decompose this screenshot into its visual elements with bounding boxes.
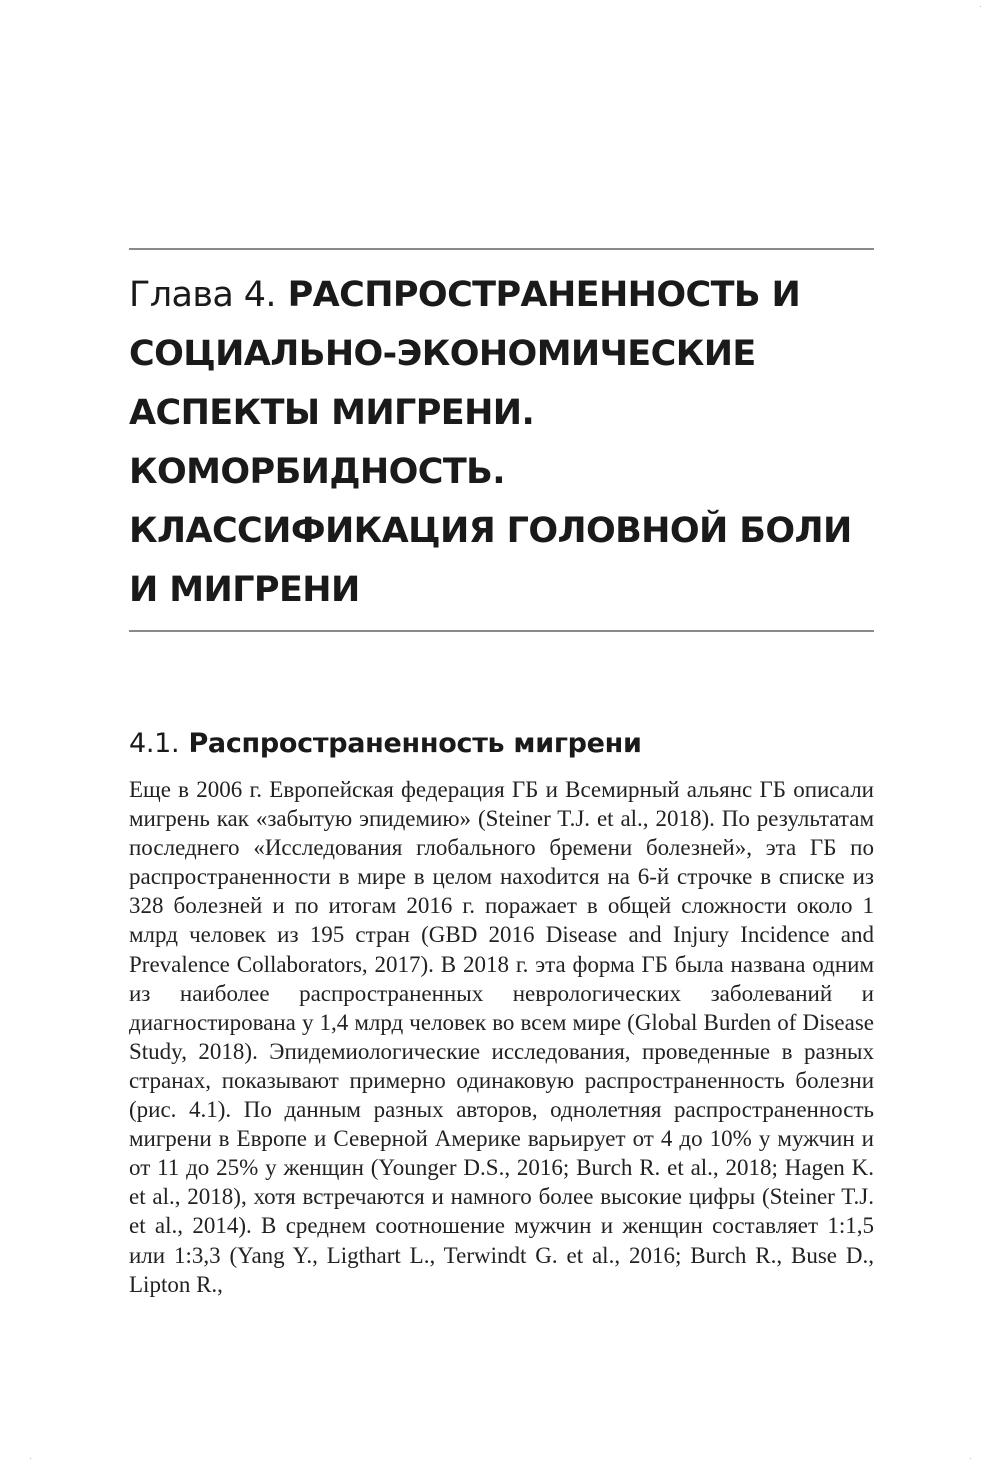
- body-paragraph: Еще в 2006 г. Европейская федерация ГБ и Всемирный альянс ГБ описали мигрень как «забытую эпидемию» (Steiner T.J. et al., 2018). По результатам последнего «Исследования глобального бремени болезней», эта ГБ по распространенности в мире в целом нахоdится на 6-й строчке в списке из 328 болезней и по итогам 2016 г. поражает в общей сложности около 1 млрд человек из 195 стран (GBD 2016 Disease and Injury Incidence and Prevalence Collaborators, 2017). В 2018 г. эта форма ГБ была названа одним из наиболее распространенных неврологических заболеваний и диагностирована у 1,4 млрд человек во всем мире (Global Burden of Disease Study, 2018). Эпидемиологические исследования, проведенные в разных странах, показывают примерно одинаковую распространенность болезни (рис. 4.1). По данным разных авторов, однолетняя распространенность мигрени в Европе и Северной Америке варьирует от 4 до 10% у мужчин и от 11 до 25% у женщин (Younger D.S., 2016; Burch R. et al., 2018; Hagen K. et al., 2018), хотя встречаются и намного более высокие цифры (Steiner T.J. et al., 2014). В среднем соотношение мужчин и женщин составляет 1:1,5 или 1:3,3 (Yang Y., Ligthart L., Terwindt G. et al., 2016; Burch R., Buse D., Lipton R.,: [129, 777, 874, 1297]
- section-heading: [129, 720, 874, 768]
- chapter-title: [129, 250, 874, 630]
- crop-mark: [30, 1458, 31, 1459]
- chapter-title-text: РАСПРОСТРАНЕННОСТЬ И СОЦИАЛЬНО-ЭКОНОМИЧЕСКИЕ АСПЕКТЫ МИГРЕНИ. КОМОРБИДНОСТЬ. КЛАССИФИКАЦИЯ ГОЛОВНОЙ БОЛИ И МИГРЕНИ: [129, 275, 852, 610]
- chapter-number: Глава 4.: [129, 275, 276, 315]
- crop-mark: [980, 6, 981, 7]
- section-title-text: Распространенность мигрени: [188, 728, 642, 759]
- section-number: 4.1.: [129, 728, 180, 759]
- crop-mark: [970, 1458, 971, 1459]
- bottom-divider: [129, 630, 874, 632]
- chapter-heading-block: [129, 248, 874, 632]
